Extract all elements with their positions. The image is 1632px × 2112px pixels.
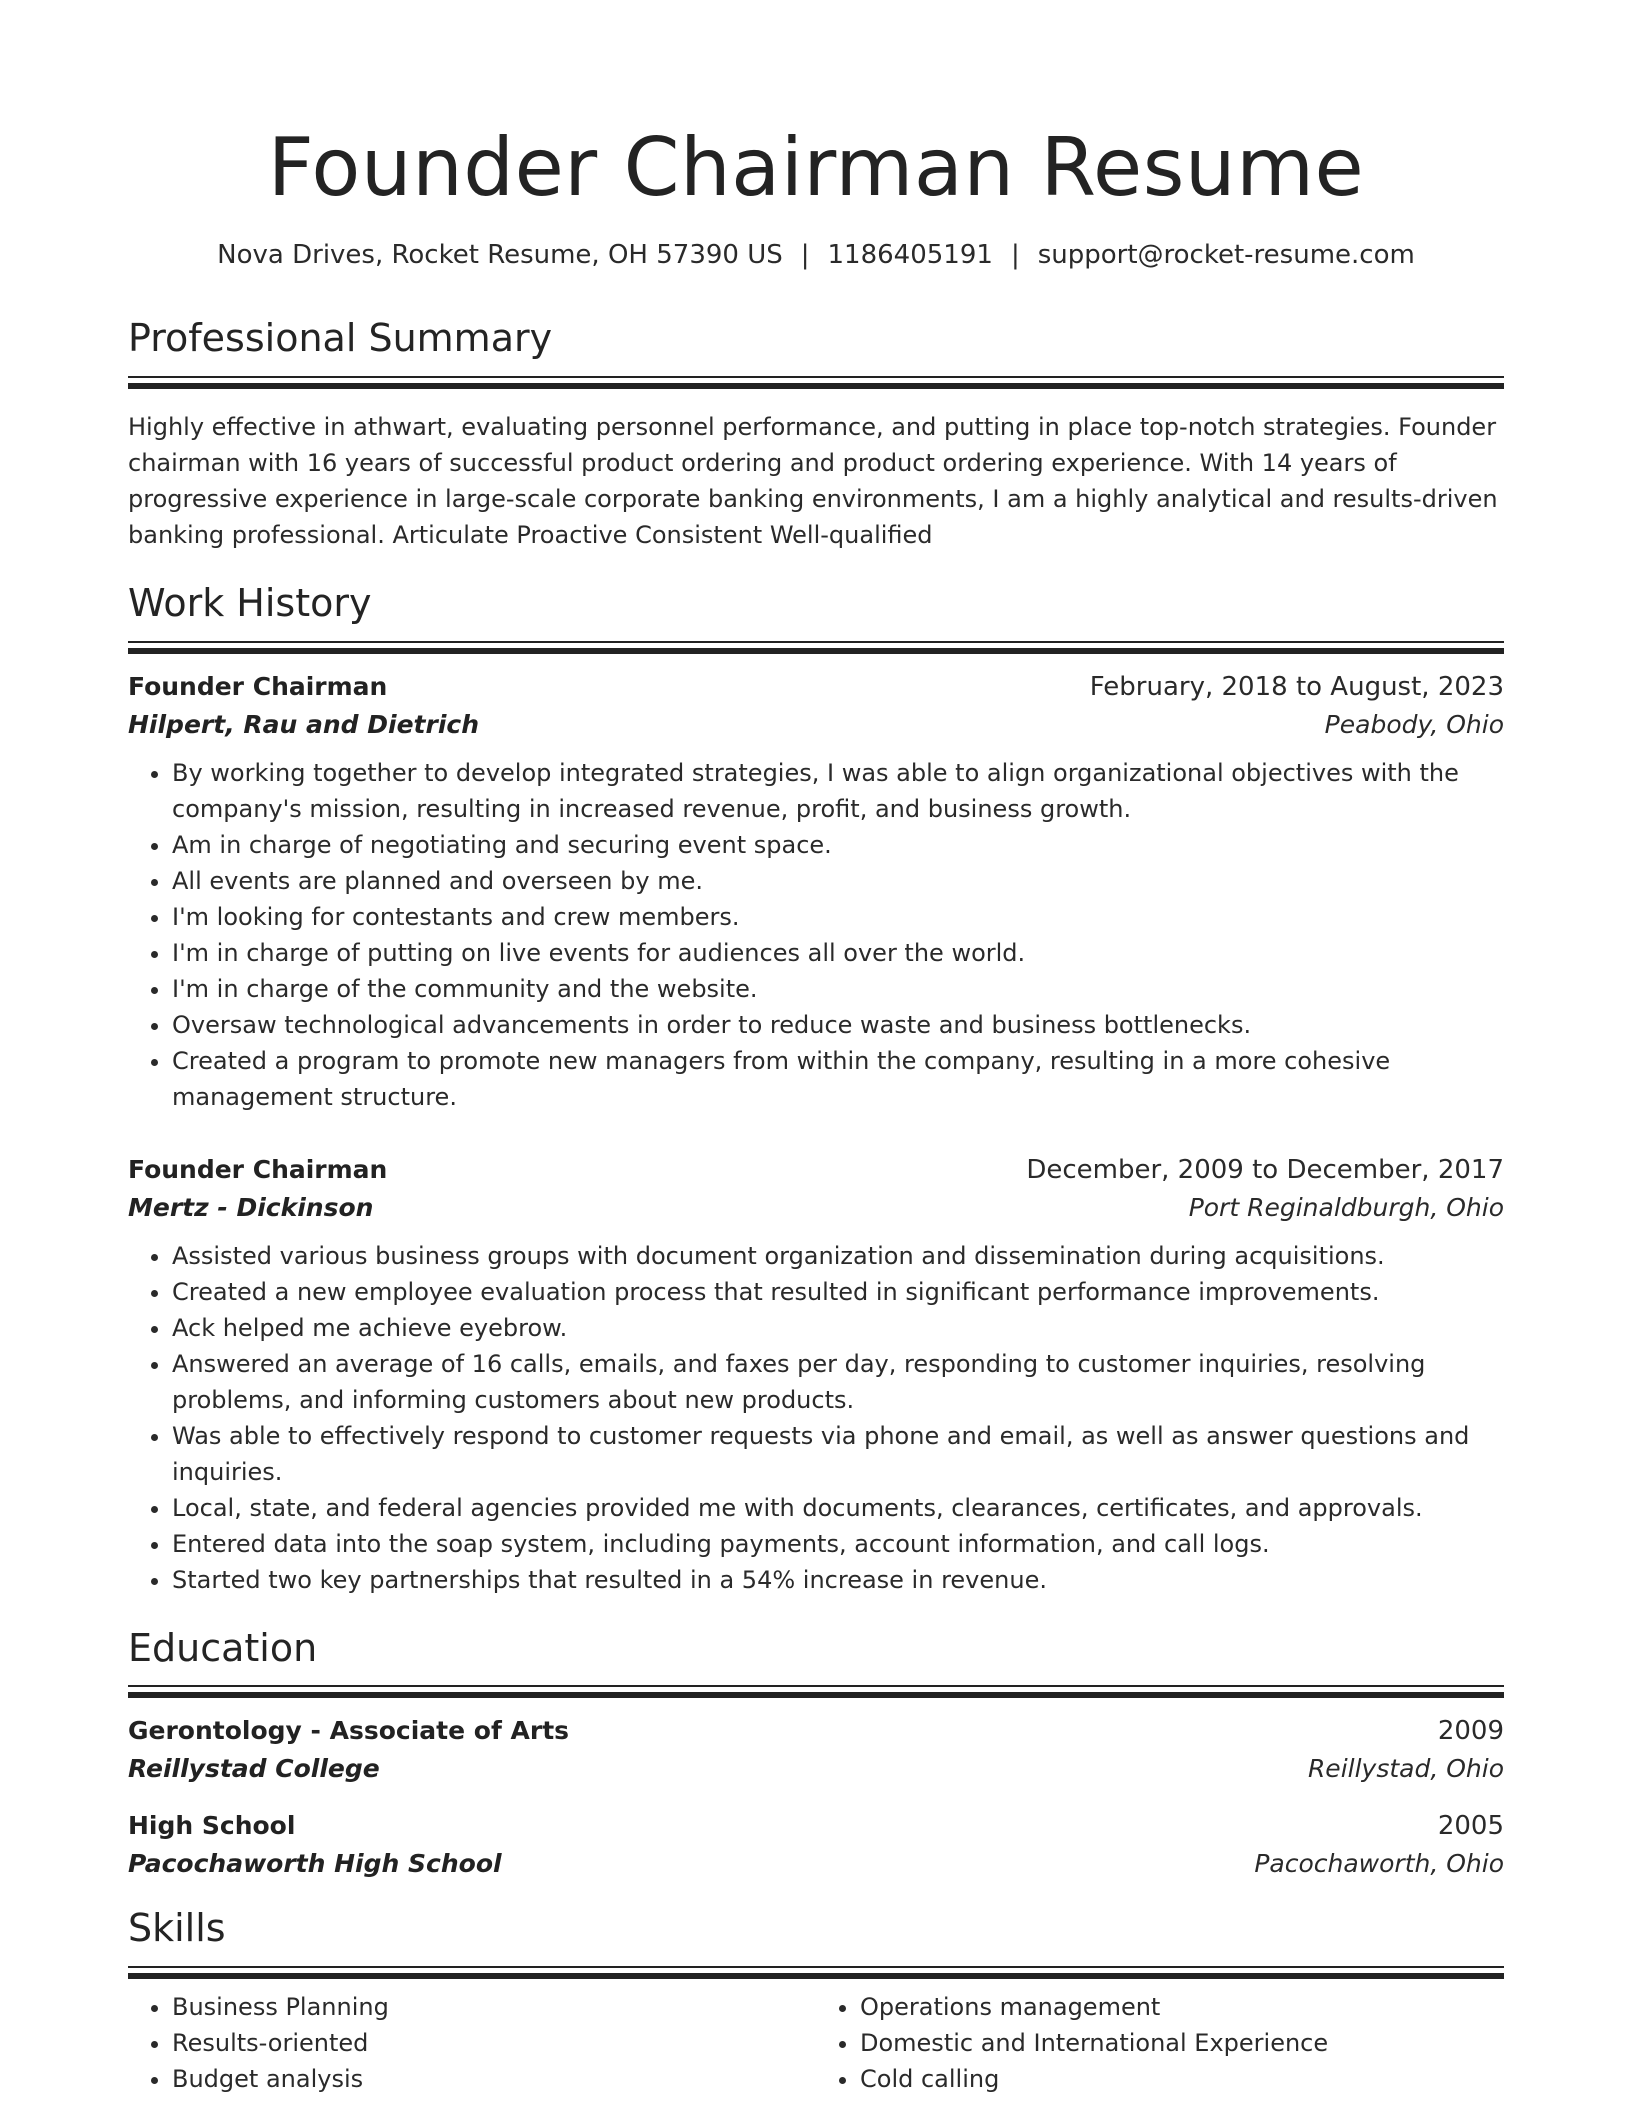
list-item: • Oversaw technological advancements in order to reduce waste and business bottlenecks.: [172, 1007, 1504, 1043]
list-item: • Budget analysis: [172, 2061, 816, 2097]
section-heading-summary: Professional Summary: [128, 316, 553, 360]
job-company-row: [128, 1193, 1504, 1222]
list-item: • Local, state, and federal agencies provided me with documents, clearances, certificates, and approvals.: [172, 1490, 1504, 1526]
contact-line: [128, 240, 1504, 270]
job-title: Founder Chairman: [128, 1154, 388, 1184]
resume-title: Founder Chairman Resume: [267, 121, 1365, 214]
job-title-row: [128, 1155, 1504, 1185]
job-bullets: [128, 1238, 1504, 1598]
contact-separator: |: [1010, 240, 1020, 270]
list-item: • Entered data into the soap system, including payments, account information, and call logs.: [172, 1526, 1504, 1562]
job-company: Hilpert, Rau and Dietrich: [128, 709, 480, 739]
list-item: • I'm in charge of the community and the website.: [172, 971, 1504, 1007]
job-bullets: [128, 755, 1504, 1115]
job-dates: December, 2009 to December, 2017: [1026, 1154, 1504, 1185]
job-title: Founder Chairman: [128, 671, 388, 701]
list-item: • Created a program to promote new managers from within the company, resulting in a more cohesive management structure.: [172, 1043, 1504, 1115]
job-location: Port Reginaldburgh, Ohio: [1188, 1192, 1504, 1222]
education-location: Pacochaworth, Ohio: [1254, 1849, 1504, 1879]
contact-phone: 1186405191: [827, 240, 993, 270]
section-heading-education: Education: [128, 1625, 318, 1670]
list-item: • Created a new employee evaluation process that resulted in significant performance improvements.: [172, 1274, 1504, 1310]
list-item: • Started two key partnerships that resulted in a 54% increase in revenue.: [172, 1562, 1504, 1598]
summary-text: Highly effective in athwart, evaluating personnel performance, and putting in place top-notch strategies. Founder chairman with 16 years of successful product ordering and product ordering experience. With 14 years of progressive experience in large-scale corporate banking environments, I am a highly analytical and results-driven banking professional. Articulate Proactive Consistent Well-qualified: [128, 412, 1498, 549]
skills-section: [128, 1878, 1504, 2097]
education-school: Reillystad College: [128, 1754, 380, 1784]
list-item: • Domestic and International Experience: [860, 2025, 1504, 2061]
education-location: Reillystad, Ohio: [1307, 1754, 1504, 1784]
list-item: • Assisted various business groups with document organization and dissemination during acquisitions.: [172, 1238, 1504, 1274]
section-divider: [128, 1966, 1504, 1979]
skills-list-left: [128, 1989, 816, 2097]
list-item: • Answered an average of 16 calls, emails, and faxes per day, responding to customer inquiries, resolving problems, and informing customers about new products.: [172, 1346, 1504, 1418]
job-dates: February, 2018 to August, 2023: [1089, 671, 1504, 702]
job-entry: [128, 1155, 1504, 1598]
section-heading-skills: Skills: [128, 1906, 226, 1951]
list-item: • Business Planning: [172, 1989, 816, 2025]
education-school: Pacochaworth High School: [128, 1849, 502, 1879]
skills-columns: [128, 1989, 1504, 2097]
list-item: • I'm looking for contestants and crew members.: [172, 899, 1504, 935]
education-year: 2005: [1437, 1811, 1504, 1842]
section-divider: [128, 641, 1504, 654]
job-company: Mertz - Dickinson: [128, 1192, 374, 1222]
list-item: • I'm in charge of putting on live events for audiences all over the world.: [172, 935, 1504, 971]
list-item: • Was able to effectively respond to customer requests via phone and email, as well as answer questions and inquiries.: [172, 1418, 1504, 1490]
job-entry: [128, 672, 1504, 1115]
list-item: • Cold calling: [860, 2061, 1504, 2097]
contact-email: support@rocket-resume.com: [1037, 240, 1415, 270]
education-year: 2009: [1437, 1716, 1504, 1747]
education-entry: [128, 1716, 1504, 1783]
contact-separator: |: [800, 240, 810, 270]
education-school-row: [128, 1849, 1504, 1878]
contact-address: Nova Drives, Rocket Resume, OH 57390 US: [217, 240, 783, 270]
job-company-row: [128, 710, 1504, 739]
list-item: • Results-oriented: [172, 2025, 816, 2061]
education-school-row: [128, 1754, 1504, 1783]
section-divider: [128, 1685, 1504, 1698]
skills-list-right: [816, 1989, 1504, 2097]
section-divider: [128, 376, 1504, 389]
education-degree-row: [128, 1811, 1504, 1841]
list-item: • Am in charge of negotiating and securing event space.: [172, 827, 1504, 863]
job-title-row: [128, 672, 1504, 702]
work-history-section: [128, 553, 1504, 1598]
job-location: Peabody, Ohio: [1324, 709, 1504, 739]
education-degree: Gerontology - Associate of Arts: [128, 1716, 570, 1746]
section-heading-work: Work History: [128, 580, 372, 625]
education-entry: [128, 1811, 1504, 1878]
education-section: [128, 1598, 1504, 1879]
education-degree: High School: [128, 1811, 296, 1841]
summary-section: [128, 288, 1504, 553]
list-item: • Ack helped me achieve eyebrow.: [172, 1310, 1504, 1346]
list-item: • All events are planned and overseen by me.: [172, 863, 1504, 899]
list-item: • By working together to develop integrated strategies, I was able to align organizational objectives with the company's mission, resulting in increased revenue, profit, and business growth.: [172, 755, 1504, 827]
list-item: • Operations management: [860, 1989, 1504, 2025]
education-degree-row: [128, 1716, 1504, 1746]
